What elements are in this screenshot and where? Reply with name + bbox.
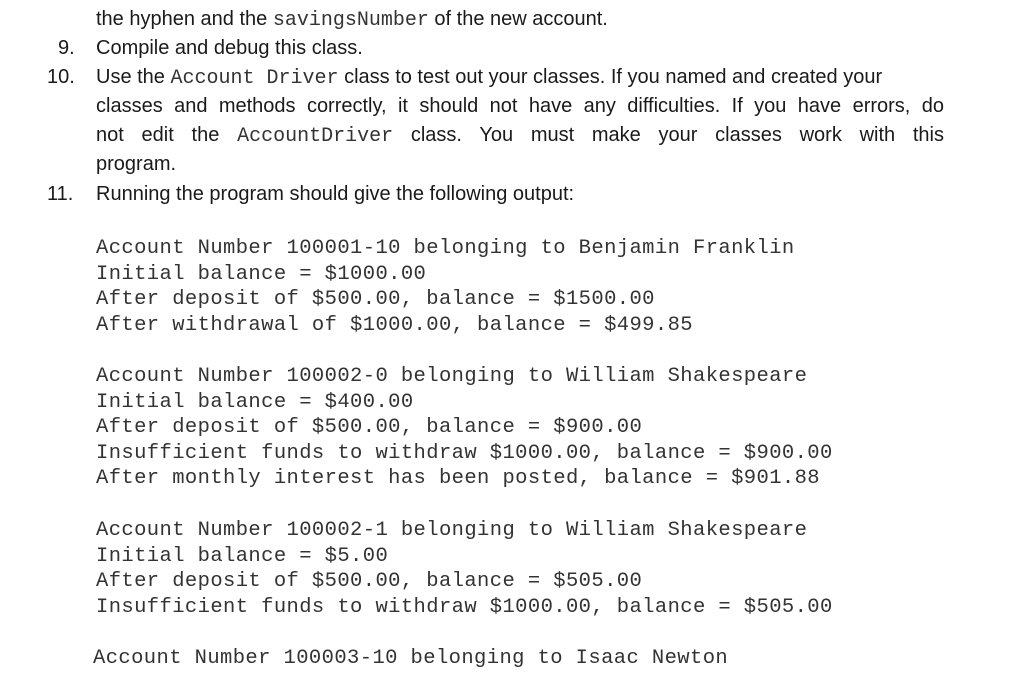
list-item-10-line3 bbox=[96, 121, 944, 151]
list-number: 11. bbox=[47, 183, 74, 205]
code-identifier: AccountDriver bbox=[237, 125, 394, 148]
output-line: Insufficient funds to withdraw $1000.00, balance = $505.00 bbox=[96, 595, 833, 619]
output-line: Initial balance = $400.00 bbox=[96, 390, 414, 414]
instruction-text: class to test out your classes. If you named and created your bbox=[338, 66, 883, 88]
output-line: Insufficient funds to withdraw $1000.00, balance = $900.00 bbox=[96, 441, 833, 465]
output-line: Initial balance = $1000.00 bbox=[96, 262, 427, 286]
instruction-text: the hyphen and the bbox=[96, 8, 273, 30]
output-line: After withdrawal of $1000.00, balance = $499.85 bbox=[96, 313, 693, 337]
list-item-10-line4: program. bbox=[96, 153, 177, 175]
output-block-2 bbox=[96, 364, 833, 492]
instruction-text: Use the bbox=[96, 66, 171, 88]
output-line: Account Number 100002-1 belonging to William Shakespeare bbox=[96, 519, 808, 542]
list-item-9-text: Compile and debug this class. bbox=[96, 37, 363, 59]
output-block-1 bbox=[96, 236, 795, 338]
code-identifier: Account Driver bbox=[170, 67, 339, 90]
output-line: Account Number 100002-0 belonging to William Shakespeare bbox=[96, 365, 808, 388]
output-block-3 bbox=[96, 518, 833, 620]
output-line: After deposit of $500.00, balance = $1500.00 bbox=[96, 288, 655, 312]
list-item-10-line1 bbox=[96, 63, 882, 93]
list-item-11-text: Running the program should give the following output: bbox=[96, 183, 575, 205]
list-item-10-line2: classes and methods correctly, it should not have any difficulties. If you have errors, do bbox=[96, 95, 944, 117]
list-number: 9. bbox=[58, 37, 75, 59]
output-line: Initial balance = $5.00 bbox=[96, 544, 389, 568]
instruction-text: class. You must make your classes work with this bbox=[393, 124, 944, 146]
output-line: Account Number 100001-10 belonging to Benjamin Franklin bbox=[96, 237, 795, 260]
output-line: After deposit of $500.00, balance = $900.00 bbox=[96, 416, 643, 440]
code-identifier: savingsNumber bbox=[272, 9, 429, 32]
output-line: After monthly interest has been posted, balance = $901.88 bbox=[96, 467, 821, 491]
output-line: After deposit of $500.00, balance = $505.00 bbox=[96, 570, 643, 594]
output-block-4 bbox=[93, 646, 728, 672]
instruction-text: not edit the bbox=[96, 124, 238, 146]
list-number: 10. bbox=[47, 66, 75, 88]
output-line: Account Number 100003-10 belonging to Isaac Newton bbox=[93, 647, 729, 670]
instruction-text: of the new account. bbox=[428, 8, 608, 30]
instruction-continuation bbox=[96, 5, 608, 35]
